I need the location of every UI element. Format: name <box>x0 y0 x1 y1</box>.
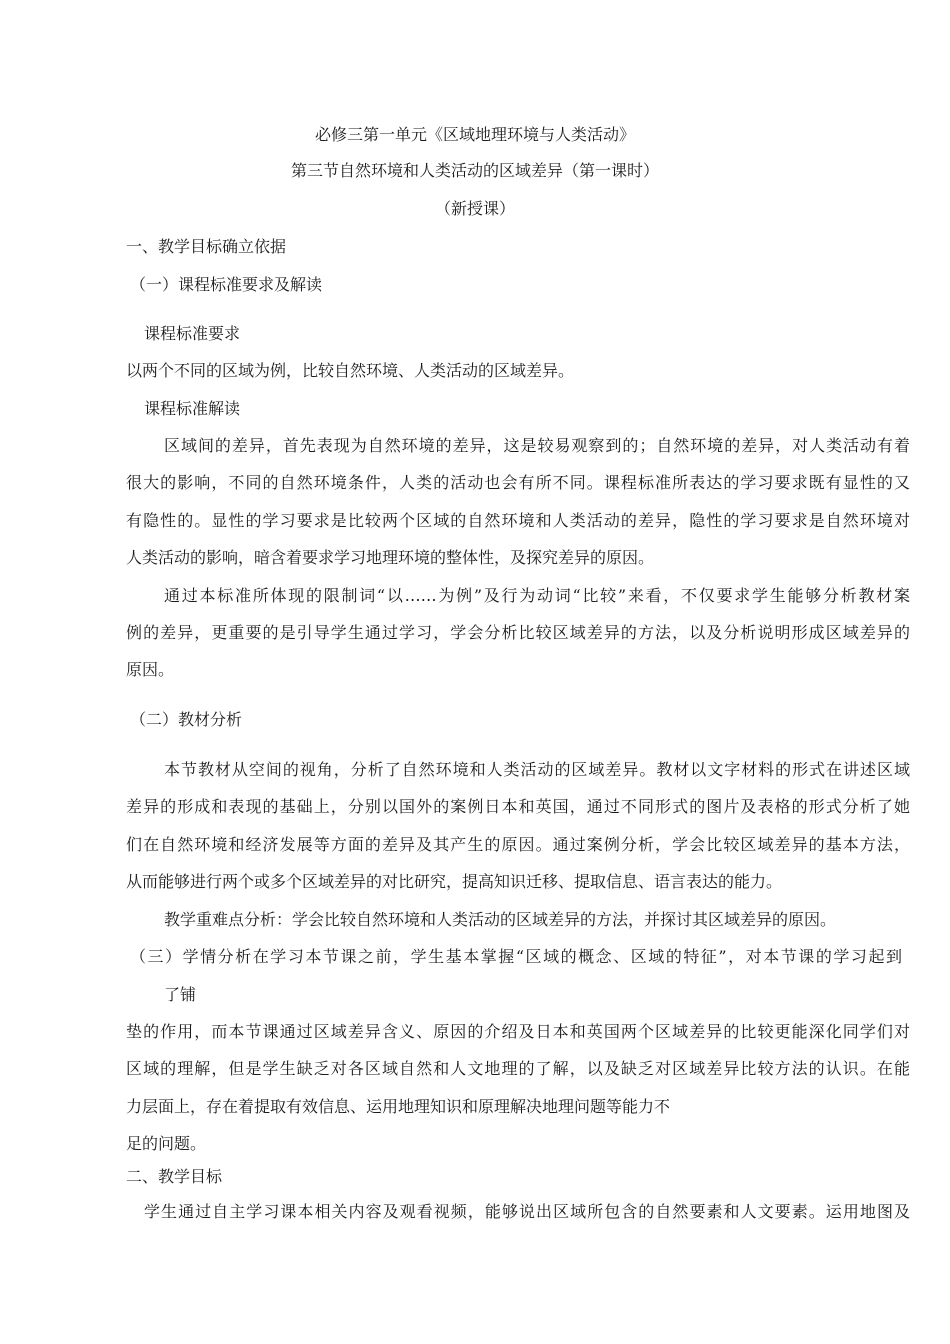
doc-title: 必修三第一单元《区域地理环境与人类活动》 <box>314 125 635 144</box>
paragraph-line: 区域间的差异，首先表现为自然环境的差异，这是较易观察到的；自然环境的差异，对人类活动有着 <box>164 436 910 455</box>
paragraph-line: 从而能够进行两个或多个区域差异的对比研究，提高知识迁移、提取信息、语言表达的能力。 <box>126 872 783 891</box>
paragraph-line: 力层面上，存在着提取有效信息、运用地理知识和原理解决地理问题等能力不 <box>126 1097 671 1116</box>
section-heading-2: 二、教学目标 <box>126 1167 223 1186</box>
key-points-line: 教学重难点分析：学会比较自然环境和人类活动的区域差异的方法，并探讨其区域差异的原因。 <box>164 910 837 929</box>
std-interp-label: 课程标准解读 <box>144 399 241 418</box>
paragraph-line: 很大的影响，不同的自然环境条件，人类的活动也会有所不同。课程标准所表达的学习要求既有显性的又 <box>126 473 910 492</box>
std-req-label: 课程标准要求 <box>144 324 241 343</box>
paragraph-line: 有隐性的。显性的学习要求是比较两个区域的自然环境和人类活动的差异，隐性的学习要求是自然环境对 <box>126 511 910 530</box>
paragraph-line: 垫的作用，而本节课通过区域差异含义、原因的介绍及日本和英国两个区域差异的比较更能深化同学们对 <box>126 1022 910 1041</box>
section-heading-1: 一、教学目标确立依据 <box>126 237 287 256</box>
paragraph-line: 例的差异，更重要的是引导学生通过学习，学会分析比较区域差异的方法，以及分析说明形成区域差异的 <box>126 623 910 642</box>
doc-subtitle: 第三节自然环境和人类活动的区域差异（第一课时） <box>290 161 659 180</box>
subsection-heading-2: （二）教材分析 <box>130 710 243 729</box>
paragraph-line: 原因。 <box>126 660 175 679</box>
paragraph-line: 们在自然环境和经济发展等方面的差异及其产生的原因。通过案例分析，学会比较区域差异的基本方法， <box>126 835 910 854</box>
paragraph-line: 区域的理解，但是学生缺乏对各区域自然和人文地理的了解，以及缺乏对区域差异比较方法的认识。在能 <box>126 1059 910 1078</box>
paragraph-line: 人类活动的影响，暗含着要求学习地理环境的整体性，及探究差异的原因。 <box>126 548 655 567</box>
lesson-type: （新授课） <box>434 199 515 218</box>
std-req-text: 以两个不同的区域为例，比较自然环境、人类活动的区域差异。 <box>126 361 575 380</box>
paragraph-line: 通过本标准所体现的限制词“以……为例”及行为动词“比较”来看，不仅要求学生能够分析教材案 <box>164 586 910 605</box>
paragraph-line: 了铺 <box>164 985 197 1004</box>
paragraph-line: 差异的形成和表现的基础上，分别以国外的案例日本和英国，通过不同形式的图片及表格的形式分析了她 <box>126 797 910 816</box>
subsection-heading-1: （一）课程标准要求及解读 <box>130 275 323 294</box>
paragraph-line: 足的问题。 <box>126 1134 207 1153</box>
subsection-heading-3: （三）学情分析在学习本节课之前，学生基本掌握“区域的概念、区域的特征”，对本节课的学习起到 <box>130 947 902 966</box>
paragraph-line: 学生通过自主学习课本相关内容及观看视频，能够说出区域所包含的自然要素和人文要素。运用地图及 <box>144 1202 910 1221</box>
paragraph-line: 本节教材从空间的视角，分析了自然环境和人类活动的区域差异。教材以文字材料的形式在讲述区域 <box>164 760 910 779</box>
